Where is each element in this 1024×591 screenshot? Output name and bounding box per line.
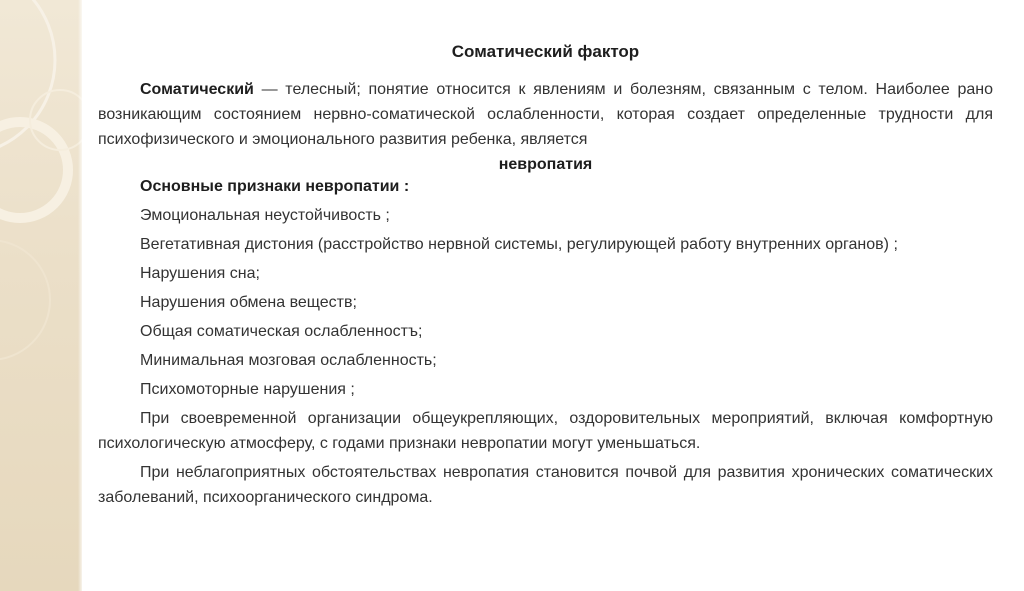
- list-item: При своевременной организации общеукрепляющих, оздоровительных мероприятий, включая комфортную психологическую атмосферу, с годами признаки невропатии могут уменьшаться.: [98, 410, 993, 452]
- list-item: Нарушения обмена веществ;: [140, 294, 357, 311]
- intro-lead-term: Соматический: [140, 81, 254, 98]
- signs-list: [98, 203, 993, 514]
- intro-paragraph: [98, 77, 993, 177]
- intro-key-term: невропатия: [498, 156, 593, 173]
- list-item: Эмоциональная неустойчивость ;: [140, 207, 390, 224]
- signs-heading: Основные признаки невропатии :: [140, 178, 410, 195]
- decorative-side-strip: [0, 0, 82, 591]
- list-item: Вегетативная дистония (расстройство нервной системы, регулирующей работу внутренних органов) ;: [140, 236, 898, 253]
- intro-text: — телесный; понятие относится к явлениям и болезням, связанным с телом. Наиболее рано возникающим состоянием нервно-соматической ослабленности, которая создает определенные трудности для психофизического и эмоционального развития ребенка, является: [98, 81, 993, 148]
- list-item: Психомоторные нарушения ;: [140, 381, 355, 398]
- decorative-circles: [0, 0, 82, 591]
- slide-title: Соматический фактор: [451, 42, 640, 61]
- list-item: Минимальная мозговая ослабленность;: [140, 352, 437, 369]
- list-item: Нарушения сна;: [140, 265, 260, 282]
- list-item: Общая соматическая ослабленностъ;: [140, 323, 423, 340]
- list-item: При неблагоприятных обстоятельствах невропатия становится почвой для развития хронических соматических заболеваний, психоорганического синдрома.: [98, 464, 993, 506]
